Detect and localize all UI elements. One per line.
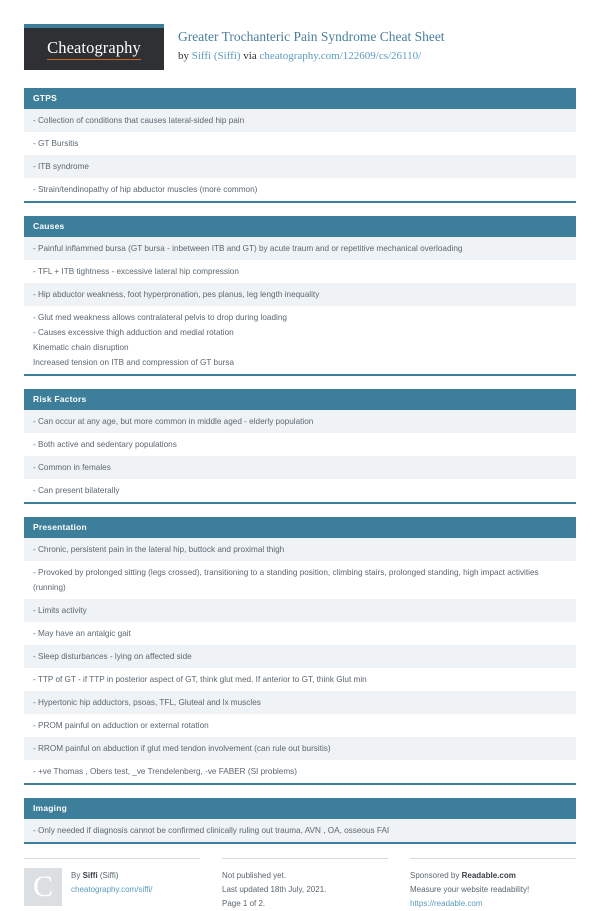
- footer-sponsor-text: [410, 868, 529, 911]
- section-row: [24, 538, 576, 561]
- section-row: [24, 155, 576, 178]
- section-row: [24, 645, 576, 668]
- row-line: - GT Bursitis: [33, 139, 79, 148]
- row-line: - Sleep disturbances - lying on affected side: [33, 652, 192, 661]
- sections-container: [24, 88, 576, 844]
- section-row: [24, 410, 576, 433]
- section-row: [24, 479, 576, 502]
- title-block: [164, 24, 445, 64]
- section-row: [24, 691, 576, 714]
- section: [24, 216, 576, 376]
- page-header: [24, 24, 576, 72]
- section-row: [24, 561, 576, 599]
- section: [24, 88, 576, 203]
- cheatography-logo[interactable]: [24, 24, 164, 70]
- row-line: - TFL + ITB tightness - excessive lateral hip compression: [33, 267, 239, 276]
- footer-author-line: [71, 869, 153, 883]
- row-line: - TTP of GT - if TTP in posterior aspect of GT, think glut med. If anterior to GT, think Glut min: [33, 675, 367, 684]
- section: [24, 517, 576, 785]
- row-line: - Collection of conditions that causes lateral-sided hip pain: [33, 116, 245, 125]
- footer-author-column: [24, 858, 200, 911]
- section-row: [24, 132, 576, 155]
- page-footer: [24, 858, 576, 911]
- row-line: - ITB syndrome: [33, 162, 89, 171]
- row-line: - +ve Thomas , Obers test, _ve Trendelenberg, -ve FABER (SI problems): [33, 767, 298, 776]
- byline: [178, 48, 445, 64]
- sponsor-prefix: Sponsored by: [410, 871, 462, 880]
- section-row: [24, 433, 576, 456]
- section: [24, 389, 576, 504]
- row-line: - Can occur at any age, but more common in middle aged - elderly population: [33, 417, 314, 426]
- byline-via: via: [240, 50, 260, 62]
- section-header: Presentation: [24, 517, 576, 538]
- sponsor-url[interactable]: https://readable.com: [410, 899, 483, 908]
- source-url-link[interactable]: cheatography.com/122609/cs/26110/: [259, 50, 422, 62]
- section-row: [24, 668, 576, 691]
- row-line: - Hypertonic hip adductors, psoas, TFL, Gluteal and lx muscles: [33, 698, 261, 707]
- sponsor-tagline: Measure your website readability!: [410, 885, 530, 894]
- section: [24, 798, 576, 844]
- row-line: Increased tension on ITB and compression of GT bursa: [33, 358, 235, 367]
- section-row: [24, 178, 576, 201]
- section-row: [24, 260, 576, 283]
- row-line: - Strain/tendinopathy of hip abductor muscles (more common): [33, 185, 258, 194]
- row-line: - Causes excessive thigh adduction and medial rotation: [33, 328, 234, 337]
- section-header: Risk Factors: [24, 389, 576, 410]
- row-line: - Glut med weakness allows contralateral pelvis to drop during loading: [33, 313, 287, 322]
- section-header: Imaging: [24, 798, 576, 819]
- row-line: - Only needed if diagnosis cannot be confirmed clinically ruling out trauma, AVN , OA, osseous FAI: [33, 826, 390, 835]
- footer-author-suffix: (Siffi): [97, 871, 119, 880]
- sponsor-line: [410, 869, 529, 883]
- footer-author-name: Siffi: [82, 871, 98, 880]
- row-line: - Limits activity: [33, 606, 87, 615]
- page-title: Greater Trochanteric Pain Syndrome Cheat Sheet: [178, 29, 445, 44]
- footer-publish-text: [222, 868, 326, 911]
- section-row: [24, 237, 576, 260]
- row-line: - Both active and sedentary populations: [33, 440, 177, 449]
- section-row: [24, 306, 576, 374]
- sponsor-name: Readable.com: [461, 871, 516, 880]
- footer-by-prefix: By: [71, 871, 83, 880]
- section-header: Causes: [24, 216, 576, 237]
- row-line: - PROM painful on adduction or external rotation: [33, 721, 209, 730]
- byline-prefix: by: [178, 50, 192, 62]
- last-updated: Last updated 18th July, 2021.: [222, 885, 327, 894]
- footer-author-url[interactable]: cheatography.com/siffi/: [71, 885, 153, 894]
- row-line: - Chronic, persistent pain in the lateral hip, buttock and proximal thigh: [33, 545, 285, 554]
- footer-author-text: [71, 868, 153, 911]
- row-line: - Can present bilaterally: [33, 486, 120, 495]
- row-line: - Provoked by prolonged sitting (legs crossed), transitioning to a standing position, climbing stairs, prolonged standing, high impact activities (running): [33, 568, 539, 592]
- page-number: Page 1 of 2.: [222, 899, 266, 908]
- author-link[interactable]: Siffi (Siffi): [191, 50, 241, 62]
- section-row: [24, 819, 576, 842]
- section-header: GTPS: [24, 88, 576, 109]
- row-line: - May have an antalgic gait: [33, 629, 131, 638]
- section-row: [24, 622, 576, 645]
- footer-sponsor-column: [410, 858, 576, 911]
- publish-status: Not published yet.: [222, 871, 287, 880]
- footer-publish-column: [222, 858, 388, 911]
- row-line: - Painful inflammed bursa (GT bursa - inbetween ITB and GT) by acute traum and or repetitive mechanical overloading: [33, 244, 463, 253]
- logo-text: Cheatography: [47, 38, 141, 60]
- section-row: [24, 456, 576, 479]
- section-row: [24, 760, 576, 783]
- section-row: [24, 283, 576, 306]
- avatar: C: [24, 868, 62, 906]
- section-row: [24, 599, 576, 622]
- section-row: [24, 714, 576, 737]
- section-row: [24, 737, 576, 760]
- row-line: - Hip abductor weakness, foot hyperpronation, pes planus, leg length inequality: [33, 290, 320, 299]
- row-line: - Common in females: [33, 463, 111, 472]
- section-row: [24, 109, 576, 132]
- row-line: - RROM painful on abduction if glut med tendon involvement (can rule out bursitis): [33, 744, 331, 753]
- row-line: Kinematic chain disruption: [33, 343, 129, 352]
